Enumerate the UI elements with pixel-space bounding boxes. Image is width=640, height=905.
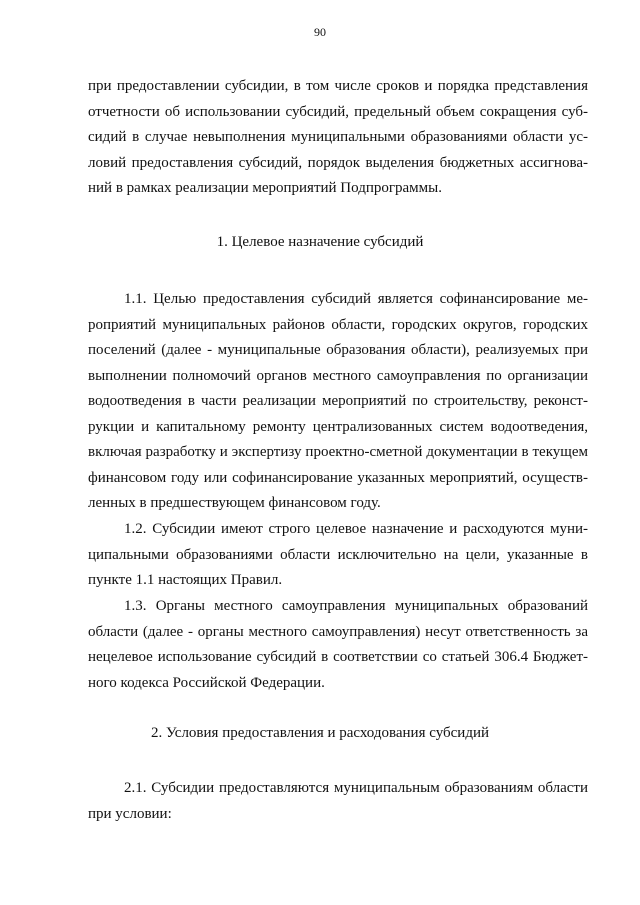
text-line: включая разработку и экспертизу проектно-сметной документации в текущем <box>88 444 588 460</box>
text-line: сидий в случае невыполнения муниципальными образованиями области ус- <box>88 129 588 145</box>
section-2-heading: 2. Условия предоставления и расходования субсидий <box>150 725 490 741</box>
paragraph-2-1 <box>88 776 588 827</box>
intro-paragraph <box>88 74 588 202</box>
text-line: выполнении полномочий органов местного самоуправления по организации <box>88 367 588 384</box>
text-line: финансовом году или софинансирование указанных мероприятий, осуществ- <box>88 469 588 486</box>
text-line: при предоставлении субсидии, в том числе сроков и порядка представления <box>88 78 588 94</box>
text-line: ловий предоставления субсидий, порядок выделения бюджетных ассигнова- <box>88 154 588 171</box>
text-line: ного кодекса Российской Федерации. <box>88 674 325 691</box>
text-line: 1.2. Субсидии имеют строго целевое назначение и расходуются муни- <box>124 521 588 537</box>
text-line: 1.1. Целью предоставления субсидий является софинансирование ме- <box>124 291 588 307</box>
text-line: 2.1. Субсидии предоставляются муниципальным образованиям области <box>124 780 588 796</box>
paragraph-1-3 <box>88 594 588 696</box>
text-line: поселений (далее - муниципальные образования области), реализуемых при <box>88 342 588 358</box>
section-1-heading: 1. Целевое назначение субсидий <box>216 234 424 250</box>
text-line: при условии: <box>88 805 172 822</box>
text-line: 1.3. Органы местного самоуправления муниципальных образований <box>124 598 588 614</box>
text-line: роприятий муниципальных районов области, городских округов, городских <box>88 316 588 333</box>
text-line: водоотведения в части реализации мероприятий по строительству, реконст- <box>88 393 588 409</box>
text-line: ний в рамках реализации мероприятий Подпрограммы. <box>88 180 442 196</box>
paragraph-1-2 <box>88 517 588 594</box>
text-line: ленных в предшествующем финансовом году. <box>88 495 381 511</box>
text-line: области (далее - органы местного самоуправления) несут ответственность за <box>88 623 588 640</box>
text-line: отчетности об использовании субсидий, предельный объем сокращения суб- <box>88 103 588 120</box>
text-line: ципальными образованиями области исключительно на цели, указанные в <box>88 546 588 563</box>
text-line: нецелевое использование субсидий в соответствии со статьей 306.4 Бюджет- <box>88 649 588 665</box>
text-line: пункте 1.1 настоящих Правил. <box>88 572 283 588</box>
text-line: рукции и капитальному ремонту централизованных систем водоотведения, <box>88 418 588 435</box>
page-number: 90 <box>314 25 326 39</box>
paragraph-1-1 <box>88 287 588 517</box>
